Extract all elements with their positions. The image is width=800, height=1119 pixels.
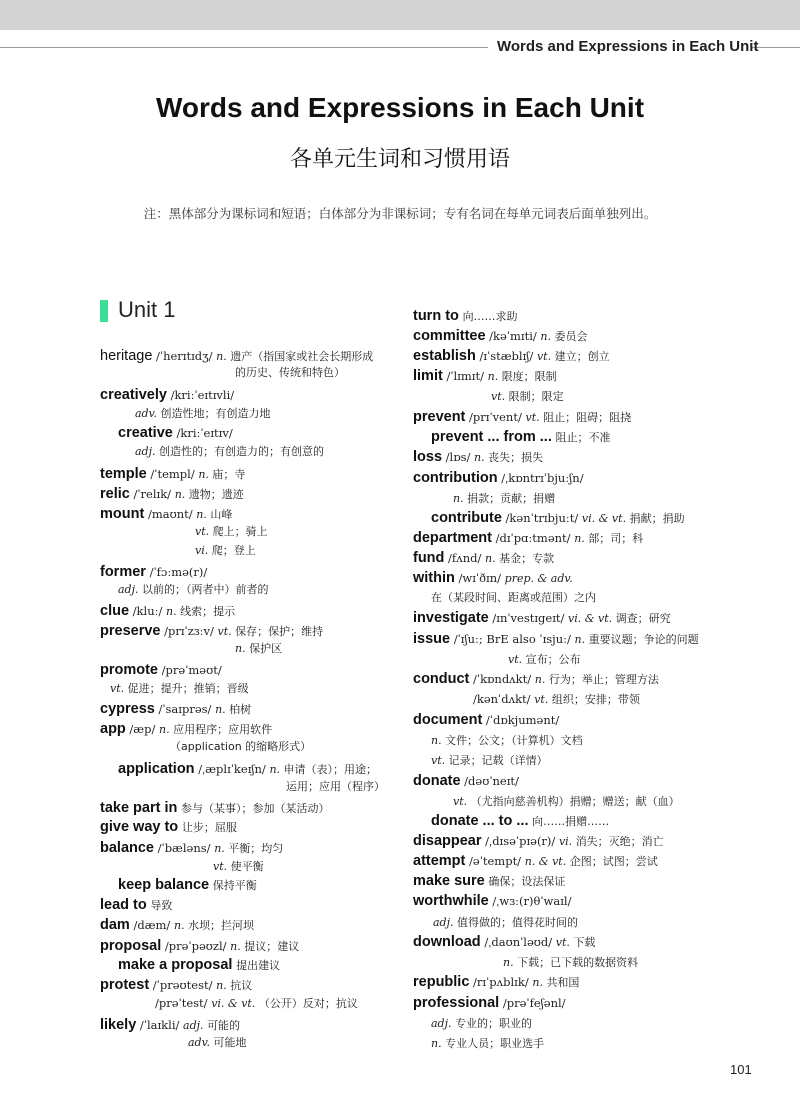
definition: 可能地 xyxy=(213,1036,247,1049)
definition: 创造性地；有创造力地 xyxy=(160,407,271,420)
definition: 丧失；损失 xyxy=(488,451,544,464)
part-of-speech: n. xyxy=(235,642,250,655)
part-of-speech: adv. xyxy=(135,407,161,420)
headword: turn to xyxy=(413,308,459,324)
headword: prevent xyxy=(413,409,466,425)
part-of-speech: adj. xyxy=(183,1019,208,1032)
headword: fund xyxy=(413,550,445,566)
headword: limit xyxy=(413,368,443,384)
entry-line xyxy=(413,569,573,588)
entry-line xyxy=(100,818,237,837)
definition: 柏树 xyxy=(229,703,252,716)
headword: republic xyxy=(413,974,470,990)
entry-line xyxy=(286,777,385,796)
phonetic: /ɪnˈvestɪgeɪt/ xyxy=(488,611,569,625)
phonetic: /kənˈtrɪbjuːt/ xyxy=(501,511,582,525)
part-of-speech: adj. xyxy=(118,583,143,596)
phonetic: /æp/ xyxy=(125,722,160,736)
headword: temple xyxy=(100,466,147,482)
page-note: 注：黑体部分为课标词和短语；白体部分为非课标词；专有名词在每单元词表后面单独列出。 xyxy=(143,206,657,221)
part-of-speech: n. xyxy=(196,508,211,521)
definition: 的历史、传统和特色） xyxy=(235,366,345,379)
entry-line xyxy=(235,363,345,382)
entry-line xyxy=(431,812,609,831)
definition: 共和国 xyxy=(546,976,580,989)
entry-line xyxy=(413,832,664,851)
part-of-speech: n. xyxy=(534,673,549,686)
part-of-speech: vt. xyxy=(213,860,231,873)
phonetic: /prəˈpəʊzl/ xyxy=(161,939,231,953)
headword: protest xyxy=(100,977,150,993)
entry-line xyxy=(431,1034,544,1053)
phonetic: /kəˈmɪti/ xyxy=(485,329,541,343)
phonetic: /dɪˈpɑːtmənt/ xyxy=(491,531,575,545)
entry-line xyxy=(100,896,172,915)
definition: 遗物；遗迹 xyxy=(188,488,244,501)
part-of-speech: n. xyxy=(166,605,181,618)
headword: clue xyxy=(100,603,130,619)
part-of-speech: vt. xyxy=(534,693,552,706)
headword: department xyxy=(413,530,492,546)
headword: issue xyxy=(413,631,451,647)
entry-line xyxy=(188,1033,247,1052)
entry-line xyxy=(413,609,671,628)
definition: 捐款；贡献；捐赠 xyxy=(467,492,556,505)
unit-title: Unit 1 xyxy=(118,297,176,322)
phonetic: /ˈherɪtɪdʒ/ xyxy=(152,349,217,363)
definition: 消失；灭绝；消亡 xyxy=(575,835,664,848)
definition: 文件；公文；（计算机）文档 xyxy=(445,734,583,747)
definition: 线索；提示 xyxy=(180,605,236,618)
part-of-speech: vt. xyxy=(491,390,509,403)
unit-marker-bar xyxy=(100,300,108,322)
entry-line xyxy=(413,994,566,1012)
headword: preserve xyxy=(100,623,161,639)
entry-line xyxy=(135,404,271,423)
entry-line xyxy=(100,386,234,404)
definition: 在（某段时间、距离或范围）之内 xyxy=(431,591,596,604)
definition: 创造性的；有创造力的；有创意的 xyxy=(159,445,325,458)
entry-line xyxy=(100,700,251,719)
part-of-speech: vi. xyxy=(558,835,576,848)
entry-line xyxy=(235,639,282,658)
definition: 保持平衡 xyxy=(212,879,257,892)
headword: download xyxy=(413,934,481,950)
headword: cypress xyxy=(100,701,155,717)
phonetic: /ˈɪʃuː; BrE also ˈɪsjuː/ xyxy=(450,632,575,646)
headword: loss xyxy=(413,449,443,465)
definition: 值得做的；值得花时间的 xyxy=(457,916,579,929)
part-of-speech: vt. xyxy=(217,625,236,638)
phonetic: /ˈlɪmɪt/ xyxy=(442,369,488,383)
entry-line xyxy=(413,367,557,386)
definition: 向……求助 xyxy=(462,310,518,323)
phonetic: /ˌæplɪˈkeɪʃn/ xyxy=(194,762,270,776)
headword: creatively xyxy=(100,387,167,403)
definition: 应用程序；应用软件 xyxy=(173,723,273,736)
entry-line xyxy=(413,549,554,568)
entry-line xyxy=(413,872,565,891)
part-of-speech: n. & vt. xyxy=(524,855,570,868)
headword: proposal xyxy=(100,938,162,954)
entry-line xyxy=(195,541,256,560)
definition: 爬上；骑上 xyxy=(212,525,268,538)
headword: mount xyxy=(100,506,145,522)
headword: balance xyxy=(100,840,154,856)
part-of-speech: n. xyxy=(215,703,230,716)
definition: 基金；专款 xyxy=(499,552,555,565)
entry-line xyxy=(413,408,631,427)
definition: 记录；记载（详情） xyxy=(448,754,548,767)
phonetic: /ˈdɒkjumənt/ xyxy=(482,713,560,727)
entry-line xyxy=(100,799,330,818)
phonetic: /lɒs/ xyxy=(442,450,475,464)
definition: 让步；屈服 xyxy=(181,821,237,834)
entry-line xyxy=(431,588,596,607)
part-of-speech: vt. xyxy=(110,682,128,695)
phonetic: /kriːˈeɪtɪv/ xyxy=(172,426,233,440)
phonetic: /ˈkɒndʌkt/ xyxy=(469,672,535,686)
definition: 遗产（指国家或社会长期形成 xyxy=(230,350,374,363)
headword: give way to xyxy=(100,819,179,835)
entry-line xyxy=(100,839,283,858)
definition: （尤指向慈善机构）捐赠；赠送；献（血） xyxy=(470,795,680,808)
definition: 调查；研究 xyxy=(615,612,671,625)
definition: 以前的；（两者中）前者的 xyxy=(142,583,269,596)
definition: 向……捐赠…… xyxy=(532,815,610,828)
entry-line xyxy=(100,602,235,621)
entry-line xyxy=(433,913,578,932)
part-of-speech: n. xyxy=(453,492,468,505)
phonetic: /kriːˈeɪtɪvli/ xyxy=(166,388,235,402)
entry-line xyxy=(491,387,564,406)
phonetic: /dəʊˈneɪt/ xyxy=(460,774,519,788)
headword: likely xyxy=(100,1017,137,1033)
definition: 使平衡 xyxy=(230,860,264,873)
phonetic: /ˌdaʊnˈləʊd/ xyxy=(480,935,556,949)
entry-line xyxy=(508,650,581,669)
headword: document xyxy=(413,712,483,728)
entry-line xyxy=(135,442,324,461)
part-of-speech: n. xyxy=(159,723,174,736)
entry-line xyxy=(503,953,638,972)
entry-line xyxy=(431,751,548,770)
definition: 促进；提升；推销；晋级 xyxy=(127,682,249,695)
phonetic: /əˈtempt/ xyxy=(465,854,525,868)
entry-line xyxy=(100,976,252,995)
definition: 导致 xyxy=(150,899,173,912)
definition: 阻止；阻碍；阻挠 xyxy=(543,411,632,424)
definition: 专业的；职业的 xyxy=(455,1017,533,1030)
headword: relic xyxy=(100,486,130,502)
entry-line xyxy=(413,529,643,548)
definition: 捐献；捐助 xyxy=(629,512,685,525)
definition: 行为；举止；管理方法 xyxy=(548,673,659,686)
headword: contribute xyxy=(431,510,502,526)
headword: investigate xyxy=(413,610,489,626)
part-of-speech: n. xyxy=(431,1037,446,1050)
definition: 宣布；公布 xyxy=(525,653,581,666)
entry-line xyxy=(155,994,358,1013)
entry-line xyxy=(453,489,555,508)
headword: keep balance xyxy=(118,877,210,893)
phonetic: /maʊnt/ xyxy=(144,507,197,521)
definition: 重要议题；争论的问题 xyxy=(588,633,699,646)
phonetic: /prəˈməʊt/ xyxy=(158,663,222,677)
definition: 抗议 xyxy=(230,979,253,992)
headword: former xyxy=(100,564,146,580)
part-of-speech: n. xyxy=(216,979,231,992)
part-of-speech: vi. & vt. xyxy=(568,612,616,625)
entry-line xyxy=(413,448,543,467)
definition: 专业人员；职业选手 xyxy=(445,1037,545,1050)
entry-line xyxy=(413,772,519,790)
part-of-speech: n. xyxy=(230,940,245,953)
part-of-speech: n. xyxy=(574,532,589,545)
entry-line xyxy=(431,731,583,750)
part-of-speech: n. xyxy=(532,976,547,989)
definition: 提出建议 xyxy=(236,959,281,972)
part-of-speech: n. xyxy=(174,488,189,501)
running-head: Words and Expressions in Each Unit xyxy=(497,38,759,55)
headword: attempt xyxy=(413,853,466,869)
definition: 山峰 xyxy=(210,508,233,521)
definition: 提议；建议 xyxy=(244,940,300,953)
headword: within xyxy=(413,570,455,586)
phonetic: /ˈrelɪk/ xyxy=(129,487,175,501)
part-of-speech: n. xyxy=(269,763,284,776)
headword: committee xyxy=(413,328,486,344)
definition: 平衡；均匀 xyxy=(228,842,284,855)
phonetic: /ˈtempl/ xyxy=(146,467,199,481)
entry-line xyxy=(413,670,659,689)
phonetic: /ˈsaɪprəs/ xyxy=(154,702,216,716)
part-of-speech: n. xyxy=(173,919,189,932)
phonetic: /prɪˈzɜːv/ xyxy=(160,624,218,638)
entry-line xyxy=(100,661,222,679)
top-bar xyxy=(0,0,800,30)
entry-line xyxy=(431,509,685,528)
definition: 运用；应用（程序） xyxy=(286,780,385,793)
entry-line xyxy=(213,857,264,876)
headword: conduct xyxy=(413,671,470,687)
phonetic: /ˌwɜː(r)θˈwaɪl/ xyxy=(488,894,572,908)
headword: promote xyxy=(100,662,158,678)
part-of-speech: vt. xyxy=(453,795,471,808)
part-of-speech: vt. xyxy=(195,525,213,538)
phonetic: /ˈprəʊtest/ xyxy=(149,978,217,992)
entry-line xyxy=(413,892,571,910)
entry-line xyxy=(170,737,311,756)
entry-line xyxy=(100,485,244,504)
headword: lead to xyxy=(100,897,147,913)
part-of-speech: vi. & vt. xyxy=(581,512,630,525)
part-of-speech: n. xyxy=(198,468,213,481)
definition: 保存；保护；维持 xyxy=(235,625,324,638)
definition: 水坝；拦河坝 xyxy=(188,919,255,932)
headword: disappear xyxy=(413,833,482,849)
headword: professional xyxy=(413,995,500,1011)
definition: 庙；寺 xyxy=(212,468,246,481)
entry-line xyxy=(118,956,280,975)
part-of-speech: n. xyxy=(485,552,500,565)
part-of-speech: adj. xyxy=(431,1017,456,1030)
header-rule-right xyxy=(752,47,800,48)
part-of-speech: vt. xyxy=(536,350,555,363)
entry-line xyxy=(413,327,588,346)
entry-line xyxy=(413,469,584,487)
part-of-speech: adv. xyxy=(188,1036,214,1049)
page-number: 101 xyxy=(730,1062,752,1077)
phonetic: /prəˈfeʃənl/ xyxy=(499,996,566,1010)
part-of-speech: adj. xyxy=(433,916,458,929)
part-of-speech: n. xyxy=(474,451,489,464)
page-subtitle: 各单元生词和习惯用语 xyxy=(289,147,510,172)
entry-line xyxy=(118,424,233,442)
definition: 部；司；科 xyxy=(588,532,644,545)
entry-line xyxy=(431,1014,532,1033)
entry-line xyxy=(413,852,658,871)
entry-line xyxy=(118,580,269,599)
definition: 建立；创立 xyxy=(554,350,610,363)
entry-line xyxy=(100,916,254,935)
phonetic: /wɪˈðɪn/ xyxy=(454,571,505,585)
definition: 阻止；不准 xyxy=(555,431,611,444)
entry-line xyxy=(100,465,245,484)
entry-line xyxy=(110,679,249,698)
part-of-speech: vi. & vt. xyxy=(211,997,259,1010)
definition: 爬；登上 xyxy=(211,544,256,557)
definition: 限制；限定 xyxy=(508,390,564,403)
part-of-speech: n. xyxy=(574,633,589,646)
definition: 下载；已下载的数据资料 xyxy=(517,956,639,969)
phonetic: /ˈlaɪkli/ xyxy=(136,1018,184,1032)
phonetic: /prəˈtest/ xyxy=(155,996,212,1010)
entry-line xyxy=(118,876,257,895)
entry-line xyxy=(100,622,323,641)
part-of-speech: prep. & adv. xyxy=(504,572,573,585)
headword: donate xyxy=(413,773,461,789)
headword: take part in xyxy=(100,800,178,816)
headword: make sure xyxy=(413,873,485,889)
phonetic: /ɪˈstæblɪʃ/ xyxy=(475,349,537,363)
phonetic: /kənˈdʌkt/ xyxy=(473,692,535,706)
phonetic: /dæm/ xyxy=(129,918,174,932)
entry-line xyxy=(473,690,640,709)
definition: 限度；限制 xyxy=(501,370,557,383)
headword: donate ... to ... xyxy=(431,813,529,829)
entry-line xyxy=(413,347,610,366)
definition: 下载 xyxy=(573,936,596,949)
definition: （application 的缩略形式） xyxy=(170,740,312,753)
header-rule-left xyxy=(0,47,488,48)
headword: prevent ... from ... xyxy=(431,429,552,445)
definition: 确保；设法保证 xyxy=(488,875,566,888)
headword: establish xyxy=(413,348,476,364)
part-of-speech: n. xyxy=(431,734,446,747)
definition: （公开）反对；抗议 xyxy=(258,997,358,1010)
part-of-speech: adj. xyxy=(135,445,160,458)
entry-line xyxy=(413,933,595,952)
headword: app xyxy=(100,721,126,737)
entry-line xyxy=(431,428,611,447)
entry-line xyxy=(413,630,699,649)
definition: 参与（某事）；参加（某活动） xyxy=(181,802,330,815)
part-of-speech: n. xyxy=(214,842,229,855)
entry-line xyxy=(413,973,579,992)
phonetic: /ˈfɔːmə(r)/ xyxy=(145,565,208,579)
headword: heritage xyxy=(100,348,153,364)
part-of-speech: vt. xyxy=(555,936,574,949)
entry-line xyxy=(195,522,268,541)
definition: 申请（表）；用途； xyxy=(283,763,378,776)
phonetic: /ˌkɒntrɪˈbjuːʃn/ xyxy=(497,471,584,485)
entry-line xyxy=(100,937,299,956)
page-title: Words and Expressions in Each Unit xyxy=(155,92,645,123)
part-of-speech: n. xyxy=(216,350,231,363)
entry-line xyxy=(453,792,680,811)
phonetic: /ˌdɪsəˈpɪə(r)/ xyxy=(481,834,559,848)
part-of-speech: n. xyxy=(503,956,518,969)
phonetic: /kluː/ xyxy=(129,604,167,618)
headword: worthwhile xyxy=(413,893,489,909)
part-of-speech: n. xyxy=(487,370,502,383)
part-of-speech: vt. xyxy=(431,754,449,767)
definition: 企图；试图；尝试 xyxy=(569,855,658,868)
phonetic: /prɪˈvent/ xyxy=(465,410,526,424)
phonetic: /fʌnd/ xyxy=(444,551,485,565)
part-of-speech: vt. xyxy=(525,411,544,424)
headword: creative xyxy=(118,425,173,441)
part-of-speech: n. xyxy=(540,330,555,343)
definition: 可能的 xyxy=(207,1019,241,1032)
headword: contribution xyxy=(413,470,498,486)
entry-line xyxy=(100,563,207,581)
headword: make a proposal xyxy=(118,957,233,973)
definition: 委员会 xyxy=(554,330,588,343)
definition: 组织；安排；带领 xyxy=(551,693,640,706)
phonetic: /ˈbæləns/ xyxy=(154,841,215,855)
phonetic: /rɪˈpʌblɪk/ xyxy=(469,975,533,989)
headword: application xyxy=(118,761,195,777)
entry-line xyxy=(413,307,518,326)
entry-line xyxy=(413,711,559,729)
part-of-speech: vi. xyxy=(195,544,212,557)
headword: dam xyxy=(100,917,130,933)
part-of-speech: vt. xyxy=(508,653,526,666)
definition: 保护区 xyxy=(249,642,283,655)
